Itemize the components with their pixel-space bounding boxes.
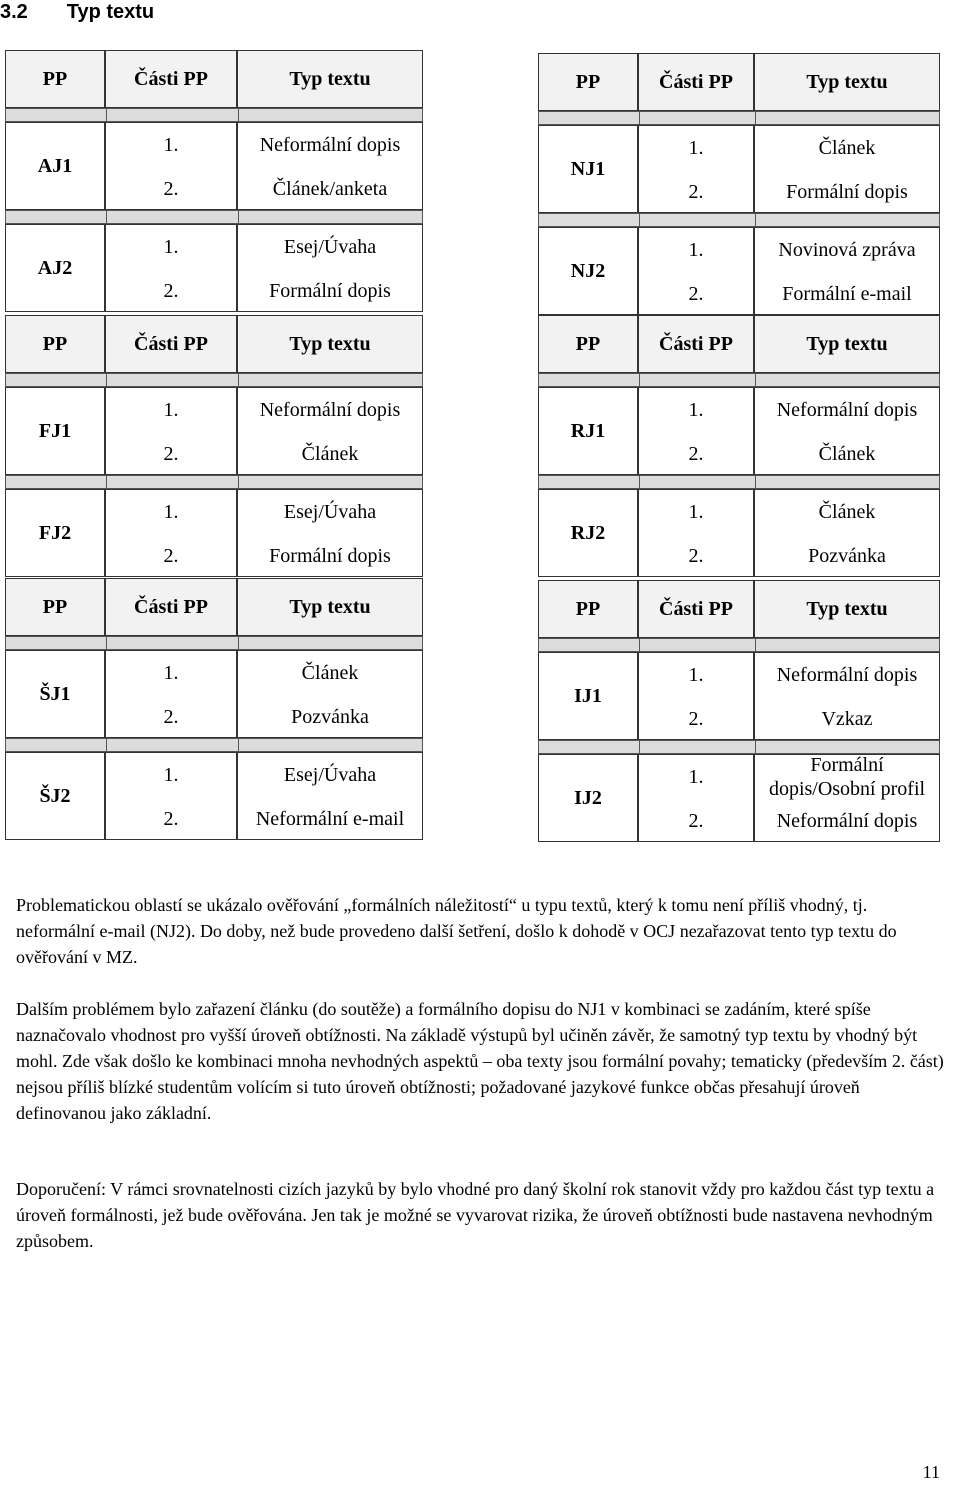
part-number: 1.	[163, 662, 179, 684]
table-aj	[5, 50, 423, 312]
header-pp: PP	[5, 578, 105, 636]
text-type: Neformální dopis	[776, 810, 918, 832]
header-parts: Části PP	[638, 315, 754, 373]
header-type: Typ textu	[237, 315, 423, 373]
part-number: 2.	[163, 443, 179, 465]
table-ij	[538, 580, 940, 842]
type-cell	[754, 125, 940, 213]
row-separator	[5, 210, 423, 224]
parts-cell	[105, 387, 237, 475]
header-parts: Části PP	[638, 580, 754, 638]
header-pp: PP	[5, 50, 105, 108]
header-type: Typ textu	[754, 315, 940, 373]
text-type: Formální e-mail	[782, 283, 912, 305]
header-type: Typ textu	[754, 580, 940, 638]
part-number: 2.	[688, 443, 704, 465]
text-type: Článek	[301, 662, 359, 684]
part-number: 2.	[163, 280, 179, 302]
type-cell	[754, 227, 940, 315]
type-cell	[754, 387, 940, 475]
parts-cell	[105, 224, 237, 312]
parts-cell	[105, 122, 237, 210]
table-rj	[538, 315, 940, 577]
row-separator	[538, 373, 940, 387]
part-number: 1.	[688, 664, 704, 686]
table-fj	[5, 315, 423, 577]
text-type: Neformální dopis	[776, 664, 918, 686]
language-code: RJ1	[538, 387, 638, 475]
text-type: Neformální dopis	[259, 134, 401, 156]
text-type: Formální dopis/Osobní profil	[768, 754, 926, 800]
paragraph-3: Doporučení: V rámci srovnatelnosti cizích jazyků by bylo vhodné pro daný školní rok stanovit vždy pro každou část typ textu a úroveň formálnosti, jež bude ověřována. Jen tak je možné se vyvarovat rizika, že úroveň obtížnosti bude nastavena nevhodným způsobem.	[16, 1179, 935, 1251]
text-type: Článek	[818, 501, 876, 523]
part-number: 2.	[688, 708, 704, 730]
header-type: Typ textu	[237, 578, 423, 636]
part-number: 1.	[688, 239, 704, 261]
language-code: NJ2	[538, 227, 638, 315]
language-code: FJ2	[5, 489, 105, 577]
section-number: 3.2	[0, 1, 28, 23]
language-code: RJ2	[538, 489, 638, 577]
row-separator	[538, 111, 940, 125]
header-type: Typ textu	[237, 50, 423, 108]
section-heading	[0, 0, 154, 24]
text-type: Esej/Úvaha	[283, 236, 377, 258]
row-separator	[538, 213, 940, 227]
row-separator	[5, 108, 423, 122]
row-separator	[5, 475, 423, 489]
part-number: 1.	[163, 236, 179, 258]
language-code: AJ1	[5, 122, 105, 210]
part-number: 1.	[163, 399, 179, 421]
paragraph-1: Problematickou oblastí se ukázalo ověřování „formálních náležitostí“ u typu textů, který k tomu není příliš vhodný, tj. neformální e-mail (NJ2). Do doby, než bude provedeno další šetření, došlo k dohodě v OCJ nezařazovat tento typ textu do ověřování v MZ.	[16, 895, 897, 967]
header-pp: PP	[538, 580, 638, 638]
part-number: 2.	[688, 283, 704, 305]
parts-cell	[105, 752, 237, 840]
type-cell	[754, 754, 940, 842]
language-code: ŠJ1	[5, 650, 105, 738]
header-pp: PP	[538, 53, 638, 111]
type-cell	[237, 224, 423, 312]
type-cell	[237, 387, 423, 475]
text-type: Neformální dopis	[259, 399, 401, 421]
row-separator	[5, 373, 423, 387]
part-number: 2.	[163, 178, 179, 200]
part-number: 1.	[163, 501, 179, 523]
row-separator	[5, 636, 423, 650]
section-title: Typ textu	[66, 1, 155, 23]
header-parts: Části PP	[105, 315, 237, 373]
page-number: 11	[922, 1462, 940, 1482]
part-number: 1.	[688, 501, 704, 523]
parts-cell	[105, 489, 237, 577]
type-cell	[237, 752, 423, 840]
row-separator	[538, 740, 940, 754]
text-type: Článek	[818, 443, 876, 465]
parts-cell	[638, 227, 754, 315]
type-cell	[237, 489, 423, 577]
part-number: 2.	[688, 810, 704, 832]
table-nj	[538, 53, 940, 315]
parts-cell	[638, 754, 754, 842]
header-type: Typ textu	[754, 53, 940, 111]
header-parts: Části PP	[105, 578, 237, 636]
table-sj	[5, 578, 423, 840]
part-number: 1.	[688, 766, 704, 788]
text-type: Článek	[301, 443, 359, 465]
type-cell	[237, 122, 423, 210]
parts-cell	[105, 650, 237, 738]
text-type: Esej/Úvaha	[283, 501, 377, 523]
language-code: AJ2	[5, 224, 105, 312]
part-number: 1.	[163, 764, 179, 786]
language-code: IJ2	[538, 754, 638, 842]
row-separator	[538, 475, 940, 489]
row-separator	[538, 638, 940, 652]
row-separator	[5, 738, 423, 752]
header-pp: PP	[538, 315, 638, 373]
text-type: Článek/anketa	[272, 178, 388, 200]
language-code: IJ1	[538, 652, 638, 740]
type-cell	[237, 650, 423, 738]
part-number: 2.	[688, 545, 704, 567]
parts-cell	[638, 387, 754, 475]
header-pp: PP	[5, 315, 105, 373]
text-type: Pozvánka	[808, 545, 886, 567]
part-number: 1.	[163, 134, 179, 156]
text-type: Vzkaz	[821, 708, 873, 730]
type-cell	[754, 652, 940, 740]
parts-cell	[638, 489, 754, 577]
text-type: Neformální dopis	[776, 399, 918, 421]
text-type: Formální dopis	[269, 545, 391, 567]
text-type: Neformální e-mail	[255, 808, 405, 830]
text-type: Článek	[818, 137, 876, 159]
part-number: 2.	[163, 545, 179, 567]
language-code: ŠJ2	[5, 752, 105, 840]
part-number: 1.	[688, 399, 704, 421]
paragraph-2: Dalším problémem bylo zařazení článku (do soutěže) a formálního dopisu do NJ1 v kombinaci se zadáním, které spíše naznačovalo vhodnost pro vyšší úroveň obtížnosti. Na základě výstupů byl učiněn závěr, že samotný typ textu by vhodný být mohl. Zde však došlo ke kombinaci mnoha nevhodných aspektů – oba texty jsou formální povahy; tematicky (především 2. část) nejsou příliš blízké studentům volícím si tuto úroveň obtížnosti; požadované jazykové funkce občas přesahují úroveň definovanou jako základní.	[16, 999, 944, 1123]
part-number: 2.	[163, 808, 179, 830]
part-number: 1.	[688, 137, 704, 159]
text-type: Formální dopis	[786, 181, 908, 203]
header-parts: Části PP	[105, 50, 237, 108]
text-type: Formální dopis	[269, 280, 391, 302]
text-type: Novinová zpráva	[778, 239, 916, 261]
language-code: NJ1	[538, 125, 638, 213]
text-type: Pozvánka	[291, 706, 369, 728]
type-cell	[754, 489, 940, 577]
part-number: 2.	[688, 181, 704, 203]
text-type: Esej/Úvaha	[283, 764, 377, 786]
header-parts: Části PP	[638, 53, 754, 111]
parts-cell	[638, 125, 754, 213]
part-number: 2.	[163, 706, 179, 728]
parts-cell	[638, 652, 754, 740]
language-code: FJ1	[5, 387, 105, 475]
